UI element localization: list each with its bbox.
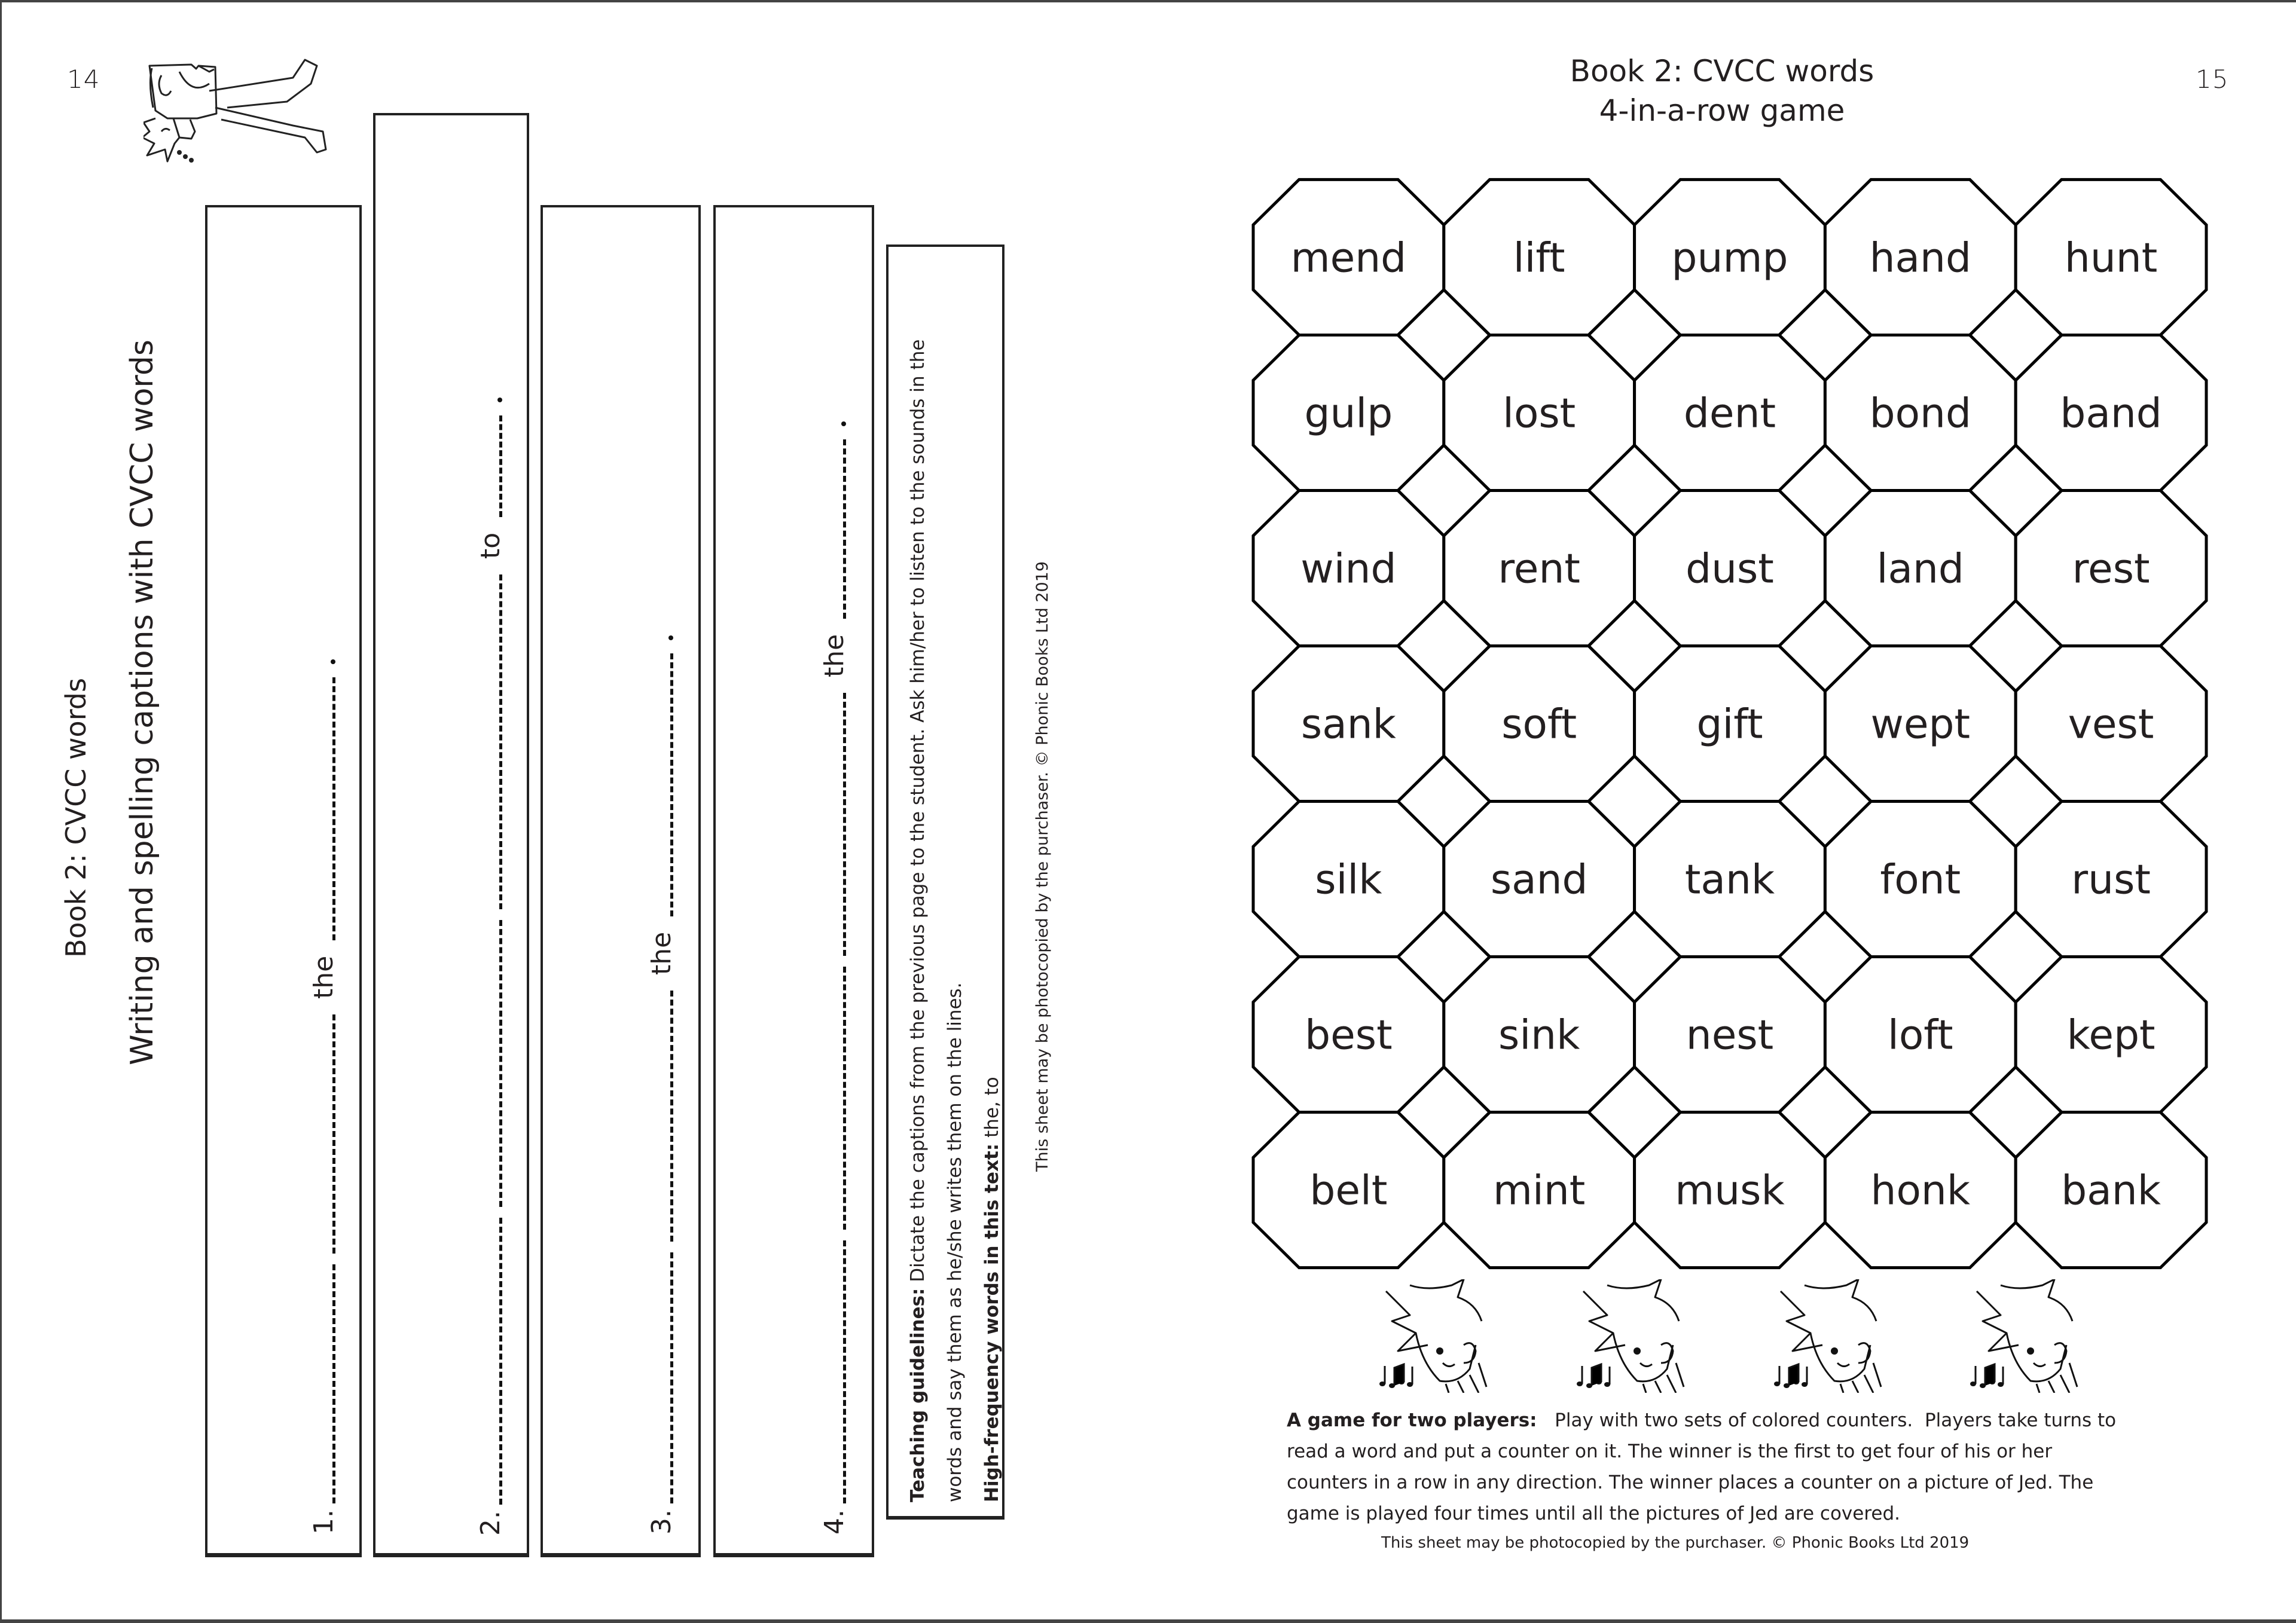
- writing-line[interactable]: [332, 677, 335, 940]
- teaching-text: Dictate the captions from the previous page to the student. Ask him/her to listen to the sounds in the: [907, 339, 929, 1288]
- teaching-line-2: words and say them as he/she writes them on the lines.: [944, 982, 966, 1502]
- board-cell-vest[interactable]: [2016, 646, 2206, 801]
- full-stop: [841, 421, 846, 426]
- jed-picture-icon: [1769, 1279, 1882, 1393]
- board-cell-musk[interactable]: [1635, 1112, 1825, 1268]
- high-frequency-words: the, to: [981, 1077, 1003, 1144]
- jed-picture-4[interactable]: [1965, 1279, 2078, 1393]
- caption-strip-2: [373, 113, 529, 1557]
- rules-line-3: counters in a row in any direction. The winner places a counter on a picture of Jed. The: [1287, 1472, 2094, 1493]
- high-frequency-label: High-frequency words in this text:: [981, 1143, 1003, 1502]
- board-cell-honk[interactable]: [1825, 1112, 2016, 1268]
- board-cell-kept[interactable]: [2016, 957, 2206, 1112]
- board-cell-land[interactable]: [1825, 490, 2016, 646]
- board-cell-pump[interactable]: [1635, 179, 1825, 335]
- right-page-header: [1483, 51, 1961, 130]
- cell-word: wind: [1300, 545, 1397, 592]
- cell-word: sink: [1498, 1011, 1580, 1059]
- board-cell-gulp[interactable]: [1253, 335, 1444, 490]
- cell-word: band: [2060, 389, 2162, 437]
- cell-word: font: [1880, 855, 1961, 903]
- board-cell-mint[interactable]: [1444, 1112, 1635, 1268]
- board-cell-lift[interactable]: [1444, 179, 1635, 335]
- writing-line[interactable]: [332, 1264, 335, 1503]
- cell-word: vest: [2068, 700, 2154, 748]
- caption-strip-1: [205, 205, 362, 1557]
- jed-picture-1[interactable]: [1374, 1279, 1488, 1393]
- caption-number: 2.: [475, 1511, 506, 1536]
- board-cell-rent[interactable]: [1444, 490, 1635, 646]
- cell-word: belt: [1309, 1166, 1388, 1214]
- cell-word: musk: [1675, 1166, 1785, 1214]
- left-page-subtitle: Writing and spelling captions with CVCC words: [124, 339, 160, 1065]
- cell-word: soft: [1501, 700, 1577, 748]
- cell-word: pump: [1671, 234, 1788, 282]
- caption-word: the: [309, 955, 339, 1000]
- cell-word: sank: [1300, 700, 1396, 748]
- high-frequency-line: [973, 259, 1010, 1502]
- rules-line-1: [1287, 1405, 2219, 1436]
- cell-word: hand: [1869, 234, 1971, 282]
- board-cell-wept[interactable]: [1825, 646, 2016, 801]
- cell-word: tank: [1684, 855, 1775, 903]
- teaching-line-1: [899, 259, 936, 1502]
- board-cell-rest[interactable]: [2016, 490, 2206, 646]
- writing-line[interactable]: [499, 415, 502, 517]
- jed-tumbling-illustration: [144, 48, 359, 167]
- board-cell-sand[interactable]: [1444, 802, 1635, 957]
- caption-word: the: [819, 634, 850, 678]
- writing-line[interactable]: [670, 653, 673, 916]
- board-cell-loft[interactable]: [1825, 957, 2016, 1112]
- writing-line[interactable]: [332, 1014, 335, 1254]
- rules-text: Play with two sets of colored counters. Players take turns to: [1537, 1410, 2117, 1431]
- caption-line-3: [617, 243, 677, 1535]
- board-svg: [1251, 178, 2208, 1270]
- caption-number: 1.: [309, 1509, 339, 1535]
- cell-word: lost: [1503, 389, 1576, 437]
- cell-word: kept: [2066, 1011, 2155, 1059]
- writing-line[interactable]: [843, 1240, 846, 1503]
- board-cell-mend[interactable]: [1253, 179, 1444, 335]
- writing-line[interactable]: [670, 1252, 673, 1503]
- board-cell-dent[interactable]: [1635, 335, 1825, 490]
- full-stop: [331, 659, 335, 664]
- caption-line-1: [279, 243, 339, 1535]
- cell-word: bond: [1869, 389, 1971, 437]
- jed-picture-3[interactable]: [1769, 1279, 1882, 1393]
- cell-word: nest: [1686, 1011, 1774, 1059]
- cell-word: hunt: [2064, 234, 2158, 282]
- caption-strip-4: [713, 205, 874, 1557]
- board-cell-hunt[interactable]: [2016, 179, 2206, 335]
- jed-picture-2[interactable]: [1571, 1279, 1685, 1393]
- right-page-title: Book 2: CVCC words: [1570, 54, 1874, 88]
- cell-word: land: [1876, 545, 1964, 592]
- left-copyright: This sheet may be photocopied by the purchaser. © Phonic Books Ltd 2019: [1033, 561, 1052, 1172]
- right-page-subtitle: 4-in-a-row game: [1599, 93, 1845, 128]
- jed-picture-icon: [1571, 1279, 1685, 1393]
- jed-picture-icon: [1374, 1279, 1488, 1393]
- cell-word: rent: [1498, 545, 1580, 592]
- teaching-guidelines-box: [886, 244, 1004, 1520]
- cell-word: bank: [2061, 1166, 2161, 1214]
- board-cell-dust[interactable]: [1635, 490, 1825, 646]
- left-page-number: 14: [67, 65, 100, 94]
- writing-line[interactable]: [499, 574, 502, 909]
- board-cell-font[interactable]: [1825, 802, 2016, 957]
- cell-word: rest: [2072, 545, 2150, 592]
- board-cell-best[interactable]: [1253, 957, 1444, 1112]
- writing-line[interactable]: [843, 693, 846, 956]
- full-stop: [497, 398, 502, 402]
- cell-word: dent: [1683, 389, 1776, 437]
- teaching-label: Teaching guidelines:: [907, 1288, 929, 1502]
- rules-label: A game for two players:: [1287, 1410, 1537, 1431]
- game-board: [1251, 178, 2208, 1269]
- board-cell-lost[interactable]: [1444, 335, 1635, 490]
- full-stop: [668, 635, 673, 640]
- caption-number: 3.: [646, 1509, 677, 1535]
- game-rules: [1287, 1405, 2219, 1529]
- caption-word: to: [475, 532, 506, 560]
- board-cell-band[interactable]: [2016, 335, 2206, 490]
- writing-line[interactable]: [670, 991, 673, 1242]
- cell-word: honk: [1870, 1166, 1971, 1214]
- board-cell-soft[interactable]: [1444, 646, 1635, 801]
- caption-line-4: [790, 243, 850, 1535]
- caption-word: the: [646, 931, 677, 976]
- cell-word: wept: [1870, 700, 1971, 748]
- cell-word: lift: [1513, 234, 1565, 282]
- writing-line[interactable]: [499, 920, 502, 1207]
- board-cell-wind[interactable]: [1253, 490, 1444, 646]
- cell-word: mint: [1493, 1166, 1586, 1214]
- teaching-guidelines-text: [899, 259, 1010, 1502]
- right-page-number: 15: [2196, 65, 2229, 94]
- jed-picture-icon: [1965, 1279, 2078, 1393]
- writing-line[interactable]: [843, 967, 846, 1230]
- cell-word: dust: [1686, 545, 1774, 592]
- board-cell-sink[interactable]: [1444, 957, 1635, 1112]
- cell-word: sand: [1490, 855, 1588, 903]
- caption-strip-3: [541, 205, 701, 1557]
- board-cell-bond[interactable]: [1825, 335, 2016, 490]
- cell-word: rust: [2071, 855, 2151, 903]
- board-cell-hand[interactable]: [1825, 179, 2016, 335]
- board-cell-belt[interactable]: [1253, 1112, 1444, 1268]
- cell-word: gift: [1696, 700, 1763, 748]
- writing-line[interactable]: [843, 439, 846, 619]
- board-cell-tank[interactable]: [1635, 802, 1825, 957]
- board-cell-rust[interactable]: [2016, 802, 2206, 957]
- cell-word: gulp: [1304, 389, 1393, 437]
- caption-number: 4.: [819, 1509, 850, 1535]
- left-page-title: Book 2: CVCC words: [60, 678, 92, 958]
- cell-word: loft: [1888, 1011, 1953, 1059]
- board-cell-bank[interactable]: [2016, 1112, 2206, 1268]
- jed-tumbling-icon: [144, 48, 359, 167]
- board-cell-silk[interactable]: [1253, 802, 1444, 957]
- caption-line-2: [446, 149, 506, 1536]
- board-cell-nest[interactable]: [1635, 957, 1825, 1112]
- rules-line-2: read a word and put a counter on it. The winner is the first to get four of his or her: [1287, 1441, 2053, 1462]
- cell-word: best: [1305, 1011, 1393, 1059]
- rules-line-4: game is played four times until all the pictures of Jed are covered.: [1287, 1503, 1900, 1524]
- cell-word: mend: [1290, 234, 1407, 282]
- right-copyright: This sheet may be photocopied by the purchaser. © Phonic Books Ltd 2019: [1381, 1534, 1970, 1552]
- board-cell-gift[interactable]: [1635, 646, 1825, 801]
- writing-line[interactable]: [499, 1218, 502, 1505]
- board-cell-sank[interactable]: [1253, 646, 1444, 801]
- cell-word: silk: [1315, 855, 1382, 903]
